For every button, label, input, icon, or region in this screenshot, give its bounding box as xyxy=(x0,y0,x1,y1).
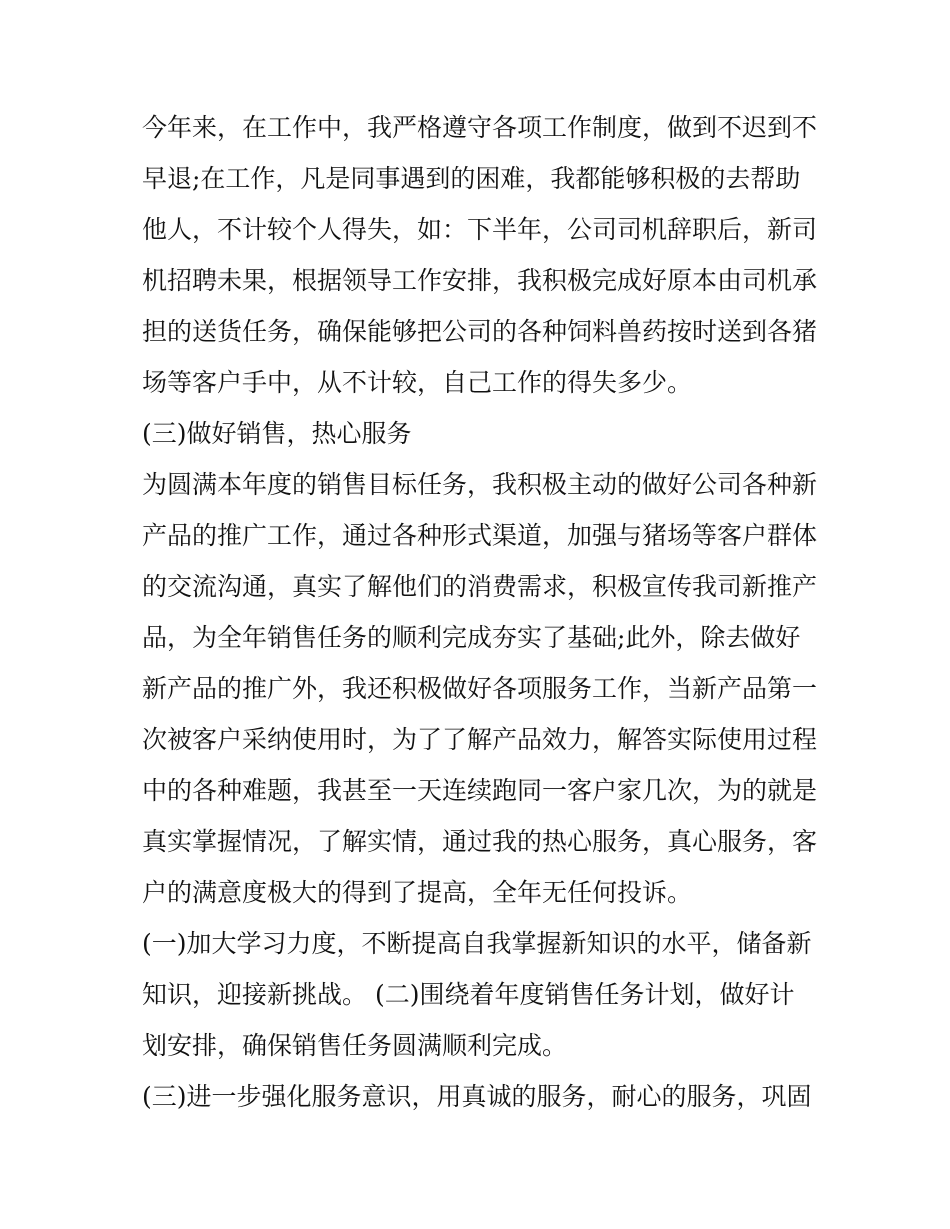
plan-item-line: 划安排，确保销售任务圆满顺利完成。 xyxy=(142,1031,568,1060)
body-line: 场等客户手中，从不计较，自己工作的得失多少。 xyxy=(142,368,693,397)
body-line: 为圆满本年度的销售目标任务，我积极主动的做好公司各种新 xyxy=(142,470,818,499)
plan-item-line: (一)加大学习力度，不断提高自我掌握新知识的水平，储备新 xyxy=(142,929,812,958)
section-heading: (三)做好销售，热心服务 xyxy=(142,419,412,448)
body-line: 户的满意度极大的得到了提高，全年无任何投诉。 xyxy=(142,878,693,907)
body-line: 他人，不计较个人得失，如：下半年，公司司机辞职后，新司 xyxy=(142,215,818,244)
plan-item-line: 知识，迎接新挑战。 (二)围绕着年度销售任务计划，做好计 xyxy=(142,980,795,1009)
plan-item-line: (三)进一步强化服务意识，用真诚的服务，耐心的服务，巩固 xyxy=(142,1082,812,1111)
body-line: 品，为全年销售任务的顺利完成夯实了基础;此外，除去做好 xyxy=(142,623,801,652)
body-line: 新产品的推广外，我还积极做好各项服务工作，当新产品第一 xyxy=(142,674,818,703)
body-line: 的交流沟通，真实了解他们的消费需求，积极宣传我司新推产 xyxy=(142,572,818,601)
body-line: 产品的推广工作，通过各种形式渠道，加强与猪场等客户群体 xyxy=(142,521,818,550)
body-line: 中的各种难题，我甚至一天连续跑同一客户家几次，为的就是 xyxy=(142,776,818,805)
body-line: 机招聘未果，根据领导工作安排，我积极完成好原本由司机承 xyxy=(142,266,818,295)
body-line: 次被客户采纳使用时，为了了解产品效力，解答实际使用过程 xyxy=(142,725,818,754)
body-line: 今年来，在工作中，我严格遵守各项工作制度，做到不迟到不 xyxy=(142,113,818,142)
body-line: 担的送货任务，确保能够把公司的各种饲料兽药按时送到各猪 xyxy=(142,317,818,346)
document-body xyxy=(142,102,822,1122)
body-line: 早退;在工作，凡是同事遇到的困难，我都能够积极的去帮助 xyxy=(142,164,801,193)
body-line: 真实掌握情况，了解实情，通过我的热心服务，真心服务，客 xyxy=(142,827,818,856)
